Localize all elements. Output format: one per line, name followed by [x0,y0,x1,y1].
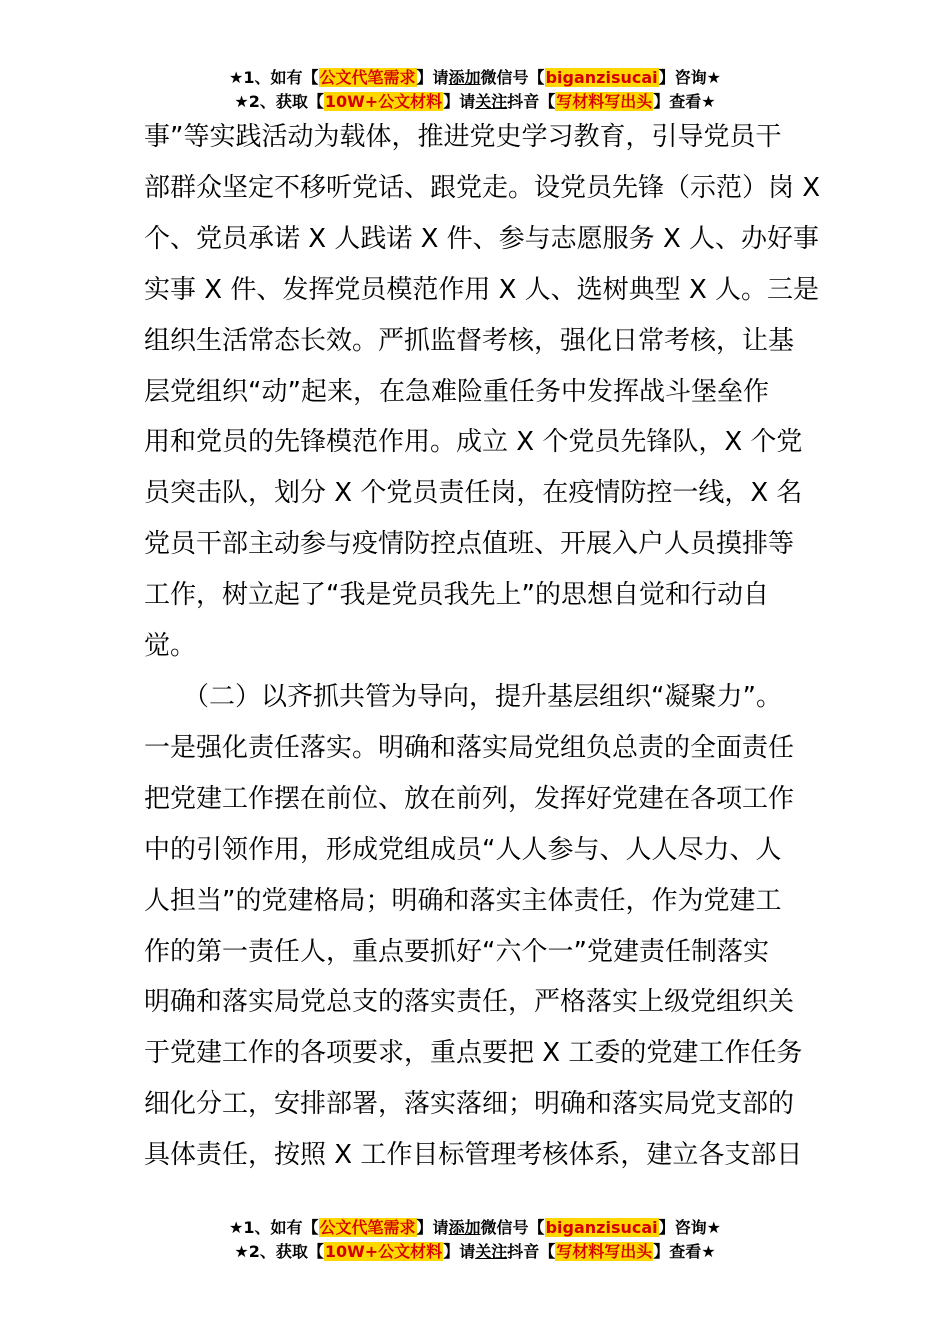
body-line: 作的第一责任人，重点要抓好“六个一”党建责任制落实 [144,936,769,967]
body-line: 用和党员的先锋模范作用。成立 X 个党员先锋队，X 个党 [144,427,803,458]
body-line: 组织生活常态长效。严抓监督考核，强化日常考核，让基 [144,325,795,356]
body-line: 党员干部主动参与疫情防控点值班、开展入户人员摸排等 [144,529,795,560]
body-line: 层党组织“动”起来，在急难险重任务中发挥战斗堡垒作 [144,376,769,407]
highlight-service: 公文代笔需求 [319,1218,416,1237]
highlight-douyin: 写材料写出头 [556,1242,653,1261]
body-line: 一是强化责任落实。明确和落实局党组负总责的全面责任 [144,732,795,763]
document-body [144,112,820,1181]
highlight-materials: 10W+公文材料 [324,1242,443,1261]
highlight-service: 公文代笔需求 [319,68,416,87]
section-heading: （二）以齐抓共管为导向，提升基层组织“凝聚力”。 [144,681,782,712]
body-line: 人担当”的党建格局；明确和落实主体责任，作为党建工 [144,885,782,916]
highlight-materials: 10W+公文材料 [324,92,443,111]
highlight-wechat-id: biganzisucai [545,1218,658,1237]
body-line: 事”等实践活动为载体，推进党史学习教育，引导党员干 [144,122,782,152]
body-line: 中的引领作用，形成党组成员“人人参与、人人尽力、人 [144,834,782,865]
body-line: 觉。 [144,631,197,662]
promo-line-1: ★1、如有【公文代笔需求】请添加微信号【biganzisucai】咨询★ [229,1218,721,1237]
body-line: 实事 X 件、发挥党员模范作用 X 人、选树典型 X 人。三是 [144,274,820,305]
body-line: 明确和落实局党总支的落实责任，严格落实上级党组织关 [144,987,795,1018]
promo-line-2: ★2、获取【10W+公文材料】请关注抖音【写材料写出头】查看★ [234,92,716,111]
body-line: 部群众坚定不移听党话、跟党走。设党员先锋（示范）岗 X [144,172,821,203]
body-line: 把党建工作摆在前位、放在前列，发挥好党建在各项工作 [144,783,795,814]
promo-banner-bottom [0,1216,950,1264]
body-line: 个、党员承诺 X 人践诺 X 件、参与志愿服务 X 人、办好事 [144,223,820,254]
body-line: 工作，树立起了“我是党员我先上”的思想自觉和行动自 [144,580,769,611]
body-line: 员突击队，划分 X 个党员责任岗，在疫情防控一线，X 名 [144,478,803,509]
body-line: 具体责任，按照 X 工作目标管理考核体系，建立各支部日 [144,1140,803,1171]
promo-banner-top [0,66,950,114]
highlight-douyin: 写材料写出头 [556,92,653,111]
body-line: 细化分工，安排部署，落实落细；明确和落实局党支部的 [144,1089,795,1120]
promo-line-1: ★1、如有【公文代笔需求】请添加微信号【biganzisucai】咨询★ [229,68,721,87]
promo-line-2: ★2、获取【10W+公文材料】请关注抖音【写材料写出头】查看★ [234,1242,716,1261]
body-line: 于党建工作的各项要求，重点要把 X 工委的党建工作任务 [144,1038,803,1069]
highlight-wechat-id: biganzisucai [545,68,658,87]
